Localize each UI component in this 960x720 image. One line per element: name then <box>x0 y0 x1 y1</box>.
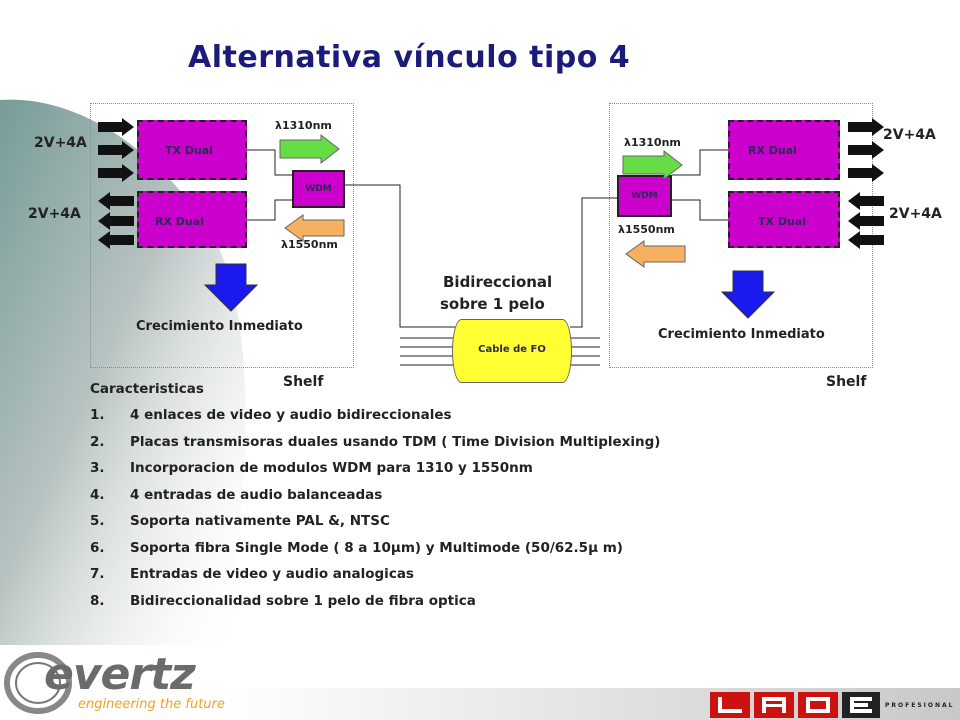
right-wdm-module: WDM <box>617 175 672 217</box>
left-signals-top-label: 2V+4A <box>34 135 87 151</box>
feature-text: 4 enlaces de video y audio bidireccionales <box>130 407 452 423</box>
arrow-left-icon <box>848 212 884 230</box>
feature-text: Bidireccionalidad sobre 1 pelo de fibra optica <box>130 592 476 609</box>
lade-logo <box>710 691 882 719</box>
feature-item <box>90 540 660 567</box>
left-growth-label: Crecimiento Inmediato <box>136 319 303 334</box>
right-lambda-1310: λ1310nm <box>624 136 681 149</box>
feature-number: 7. <box>90 566 105 582</box>
right-tx-dual-card <box>728 191 840 248</box>
features-heading: Caracteristicas <box>90 381 204 397</box>
left-lambda-1550: λ1550nm <box>281 238 338 251</box>
arrow-left-icon <box>98 231 134 249</box>
lade-subtitle: PROFESIONAL <box>885 702 955 709</box>
arrow-right-icon <box>98 141 134 159</box>
feature-text: Soporta fibra Single Mode ( 8 a 10μm) y Multimode (50/62.5μ m) <box>130 539 623 556</box>
feature-number: 5. <box>90 513 105 529</box>
right-signals-bottom-label: 2V+4A <box>889 206 942 222</box>
feature-number: 3. <box>90 460 105 476</box>
right-shelf-label: Shelf <box>826 374 867 390</box>
feature-text: Incorporacion de modulos WDM para 1310 y 1550nm <box>130 460 533 476</box>
arrow-right-icon <box>98 164 134 182</box>
left-signals-bottom-label: 2V+4A <box>28 206 81 222</box>
feature-item <box>90 566 660 593</box>
arrow-right-icon <box>848 141 884 159</box>
card-label: RX Dual <box>748 144 797 157</box>
right-signals-top-label: 2V+4A <box>883 127 936 143</box>
feature-number: 8. <box>90 592 105 609</box>
left-wdm-module: WDM <box>292 170 345 208</box>
left-lambda-1310: λ1310nm <box>275 119 332 132</box>
feature-text: Placas transmisoras duales usando TDM ( Time Division Multiplexing) <box>130 433 661 450</box>
arrow-left-icon <box>848 192 884 210</box>
feature-text: Soporta nativamente PAL &, NTSC <box>130 513 390 529</box>
feature-item <box>90 513 660 540</box>
blue-arrow-down-icon <box>203 263 259 313</box>
left-tx-dual-card <box>137 120 247 180</box>
features-list <box>90 407 660 619</box>
link-label-line2: sobre 1 pelo <box>440 295 545 313</box>
fiber-cable: Cable de FO <box>452 319 572 383</box>
card-label: TX Dual <box>165 144 213 157</box>
arrow-left-icon <box>848 231 884 249</box>
arrow-right-icon <box>848 164 884 182</box>
evertz-wordmark: evertz <box>44 649 195 700</box>
feature-text: Entradas de video y audio analogicas <box>130 566 414 582</box>
feature-item <box>90 460 660 487</box>
left-shelf-label: Shelf <box>283 374 324 390</box>
evertz-logo <box>0 645 225 720</box>
link-label-line1: Bidireccional <box>443 273 553 291</box>
feature-item <box>90 434 660 461</box>
feature-number: 6. <box>90 539 105 556</box>
right-io-arrows <box>846 118 896 253</box>
green-arrow-right-icon <box>622 150 684 180</box>
arrow-left-icon <box>98 192 134 210</box>
feature-item <box>90 407 660 434</box>
feature-item <box>90 593 660 620</box>
page-title: Alternativa vínculo tipo 4 <box>188 40 631 75</box>
orange-arrow-left-icon <box>624 240 686 268</box>
right-growth-label: Crecimiento Inmediato <box>658 327 825 342</box>
right-lambda-1550: λ1550nm <box>618 223 675 236</box>
feature-number: 4. <box>90 486 105 503</box>
feature-number: 1. <box>90 407 105 423</box>
right-rx-dual-card <box>728 120 840 180</box>
evertz-tagline: engineering the future <box>78 697 225 712</box>
feature-item <box>90 487 660 514</box>
left-rx-dual-card <box>137 191 247 248</box>
green-arrow-right-icon <box>279 134 341 164</box>
blue-arrow-down-icon <box>720 270 776 320</box>
feature-number: 2. <box>90 433 105 450</box>
arrow-right-icon <box>848 118 884 136</box>
arrow-right-icon <box>98 118 134 136</box>
card-label: RX Dual <box>155 215 204 228</box>
arrow-left-icon <box>98 212 134 230</box>
card-label: TX Dual <box>758 215 806 228</box>
feature-text: 4 entradas de audio balanceadas <box>130 486 383 503</box>
